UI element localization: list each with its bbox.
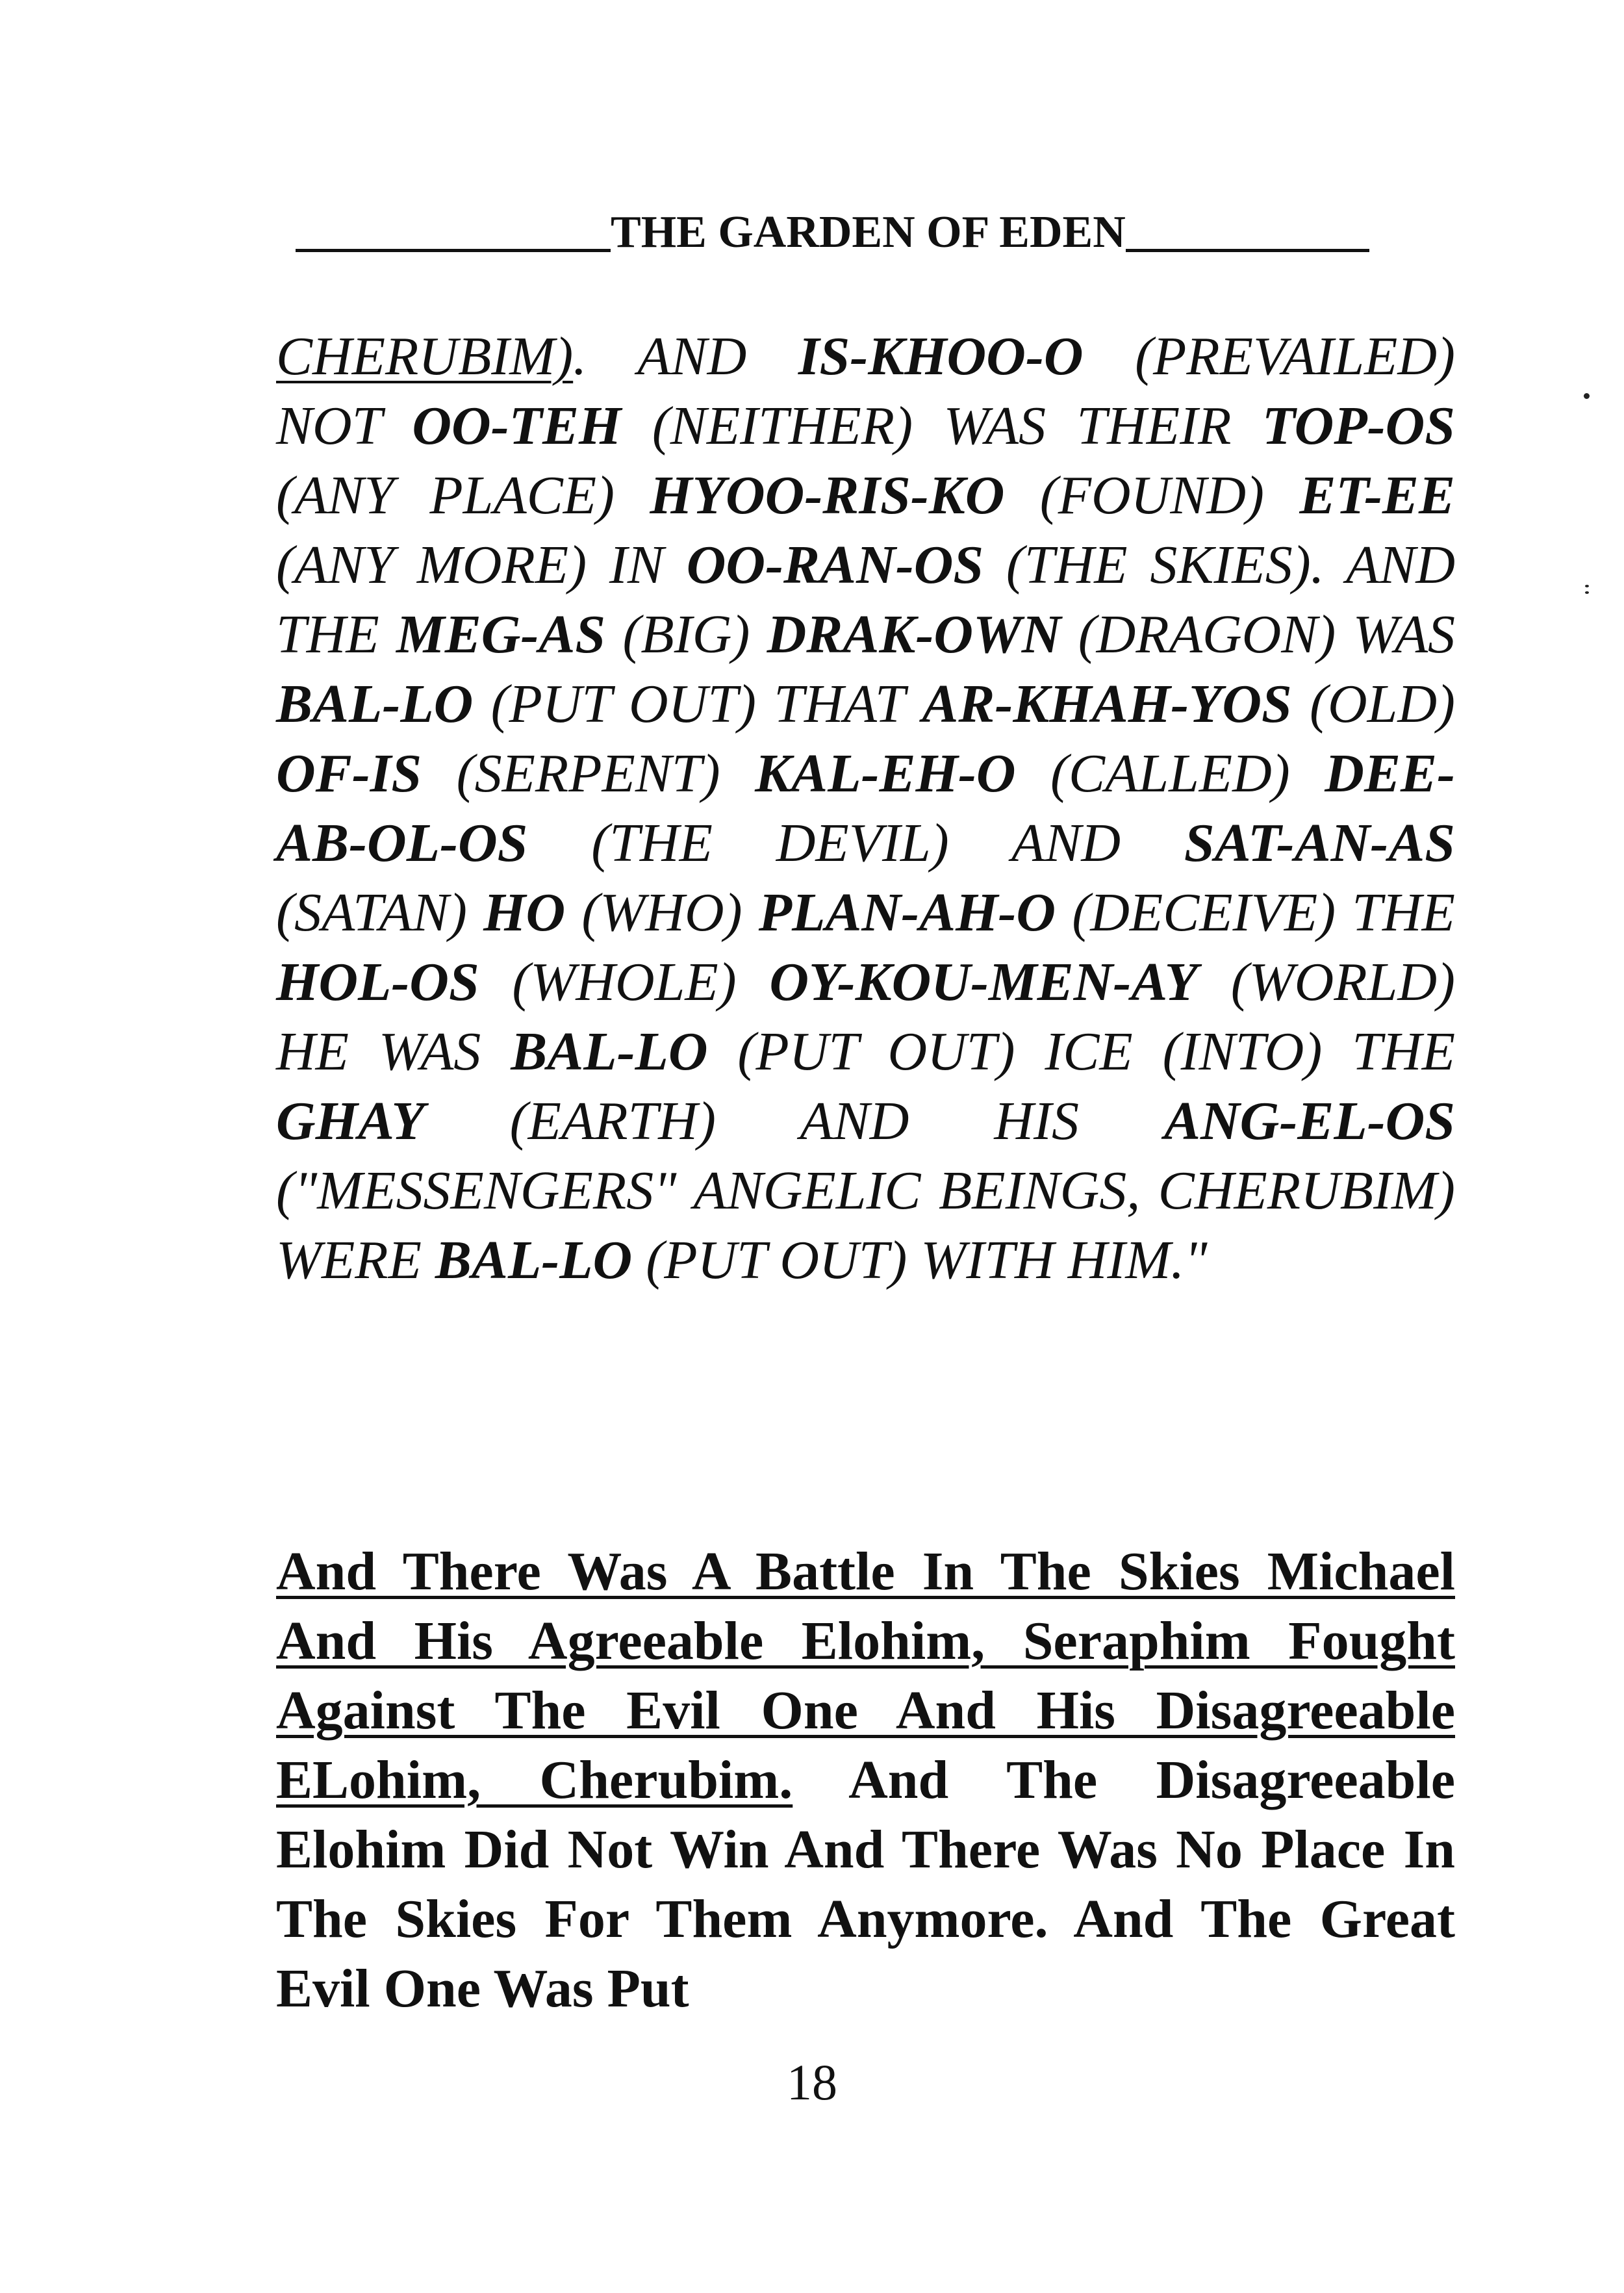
transliterated-word: PLAN-AH-O (758, 882, 1056, 943)
quote-text: (SERPENT) (422, 743, 755, 804)
quote-text: (PREVAILED) NOT (276, 326, 1455, 456)
transliterated-word: KAL-EH-O (755, 743, 1016, 804)
transliterated-word: ET-EE (1299, 465, 1455, 526)
quote-text: (THE DEVIL) AND (527, 813, 1184, 873)
transliterated-word: DRAK-OWN (767, 604, 1061, 665)
header-rule-right (1126, 249, 1369, 252)
quote-text: (DECEIVE) THE (1056, 882, 1455, 943)
transliterated-word: AR-KHAH-YOS (922, 674, 1292, 734)
transliterated-word: DEE-AB-OL-OS (276, 743, 1455, 873)
quote-text: (PUT OUT) ICE (INTO) THE (707, 1021, 1456, 1082)
quote-text: CHERUBIM) (276, 326, 574, 387)
transliterated-word: BAL-LO (276, 674, 474, 734)
quote-text: (WHO) (565, 882, 759, 943)
scripture-quote-paragraph (276, 322, 1455, 1295)
margin-speck (1585, 591, 1589, 594)
quote-text: ("MESSENGERS" ANGELIC BEINGS, CHERUBIM) WERE (276, 1160, 1455, 1290)
quote-text: (THE SKIES). AND THE (276, 535, 1455, 665)
quote-text: (OLD) (1291, 674, 1455, 734)
transliterated-word: SAT-AN-AS (1184, 813, 1455, 873)
quote-text: (PUT OUT) WITH HIM." (632, 1230, 1208, 1290)
quote-text: (FOUND) (1004, 465, 1300, 526)
margin-speck (1585, 585, 1589, 587)
header-rule-left (296, 249, 611, 252)
body-paragraph (276, 1537, 1455, 2023)
transliterated-word: OO-RAN-OS (686, 535, 984, 595)
transliterated-word: MEG-AS (396, 604, 606, 665)
transliterated-word: OF-IS (276, 743, 422, 804)
header-title: THE GARDEN OF EDEN (611, 207, 1126, 257)
transliterated-word: TOP-OS (1262, 396, 1455, 456)
transliterated-word: GHAY (276, 1091, 425, 1151)
quote-text: (WORLD) HE WAS (276, 952, 1455, 1082)
transliterated-word: HYOO-RIS-KO (650, 465, 1005, 526)
quote-text: . AND (573, 326, 798, 387)
quote-text: (EARTH) AND HIS (424, 1091, 1164, 1151)
quote-text: (ANY MORE) IN (276, 535, 687, 595)
margin-speck (1584, 393, 1590, 399)
transliterated-word: ANG-EL-OS (1163, 1091, 1455, 1151)
transliterated-word: HOL-OS (276, 952, 479, 1012)
transliterated-word: IS-KHOO-O (798, 326, 1084, 387)
body-text: And The Disagreeable Elohim Did Not Win And There Was No Place In The Skies For Them Anymore. And The Great Evil One Was Put (276, 1750, 1455, 2019)
quote-text: (PUT OUT) THAT (473, 674, 922, 734)
quote-text: (CALLED) (1015, 743, 1325, 804)
quote-text: (ANY PLACE) (276, 465, 650, 526)
quote-text: (WHOLE) (479, 952, 770, 1012)
transliterated-word: OO-TEH (412, 396, 622, 456)
page-number: 18 (787, 2054, 837, 2110)
transliterated-word: BAL-LO (511, 1021, 708, 1082)
underlined-sentence: And There Was A Battle In The Skies Michael And His Agreeable Elohim, Seraphim Fought Against The Evil One And His Disagreeable ELohim, Cherubim. (276, 1541, 1455, 1810)
quote-text: (SATAN) (276, 882, 484, 943)
transliterated-word: BAL-LO (435, 1230, 633, 1290)
running-header (296, 207, 1439, 259)
transliterated-word: HO (483, 882, 566, 943)
quote-text: (NEITHER) WAS THEIR (621, 396, 1262, 456)
quote-text: (DRAGON) WAS (1061, 604, 1455, 665)
quote-text: (BIG) (605, 604, 767, 665)
transliterated-word: OY-KOU-MEN-AY (769, 952, 1198, 1012)
